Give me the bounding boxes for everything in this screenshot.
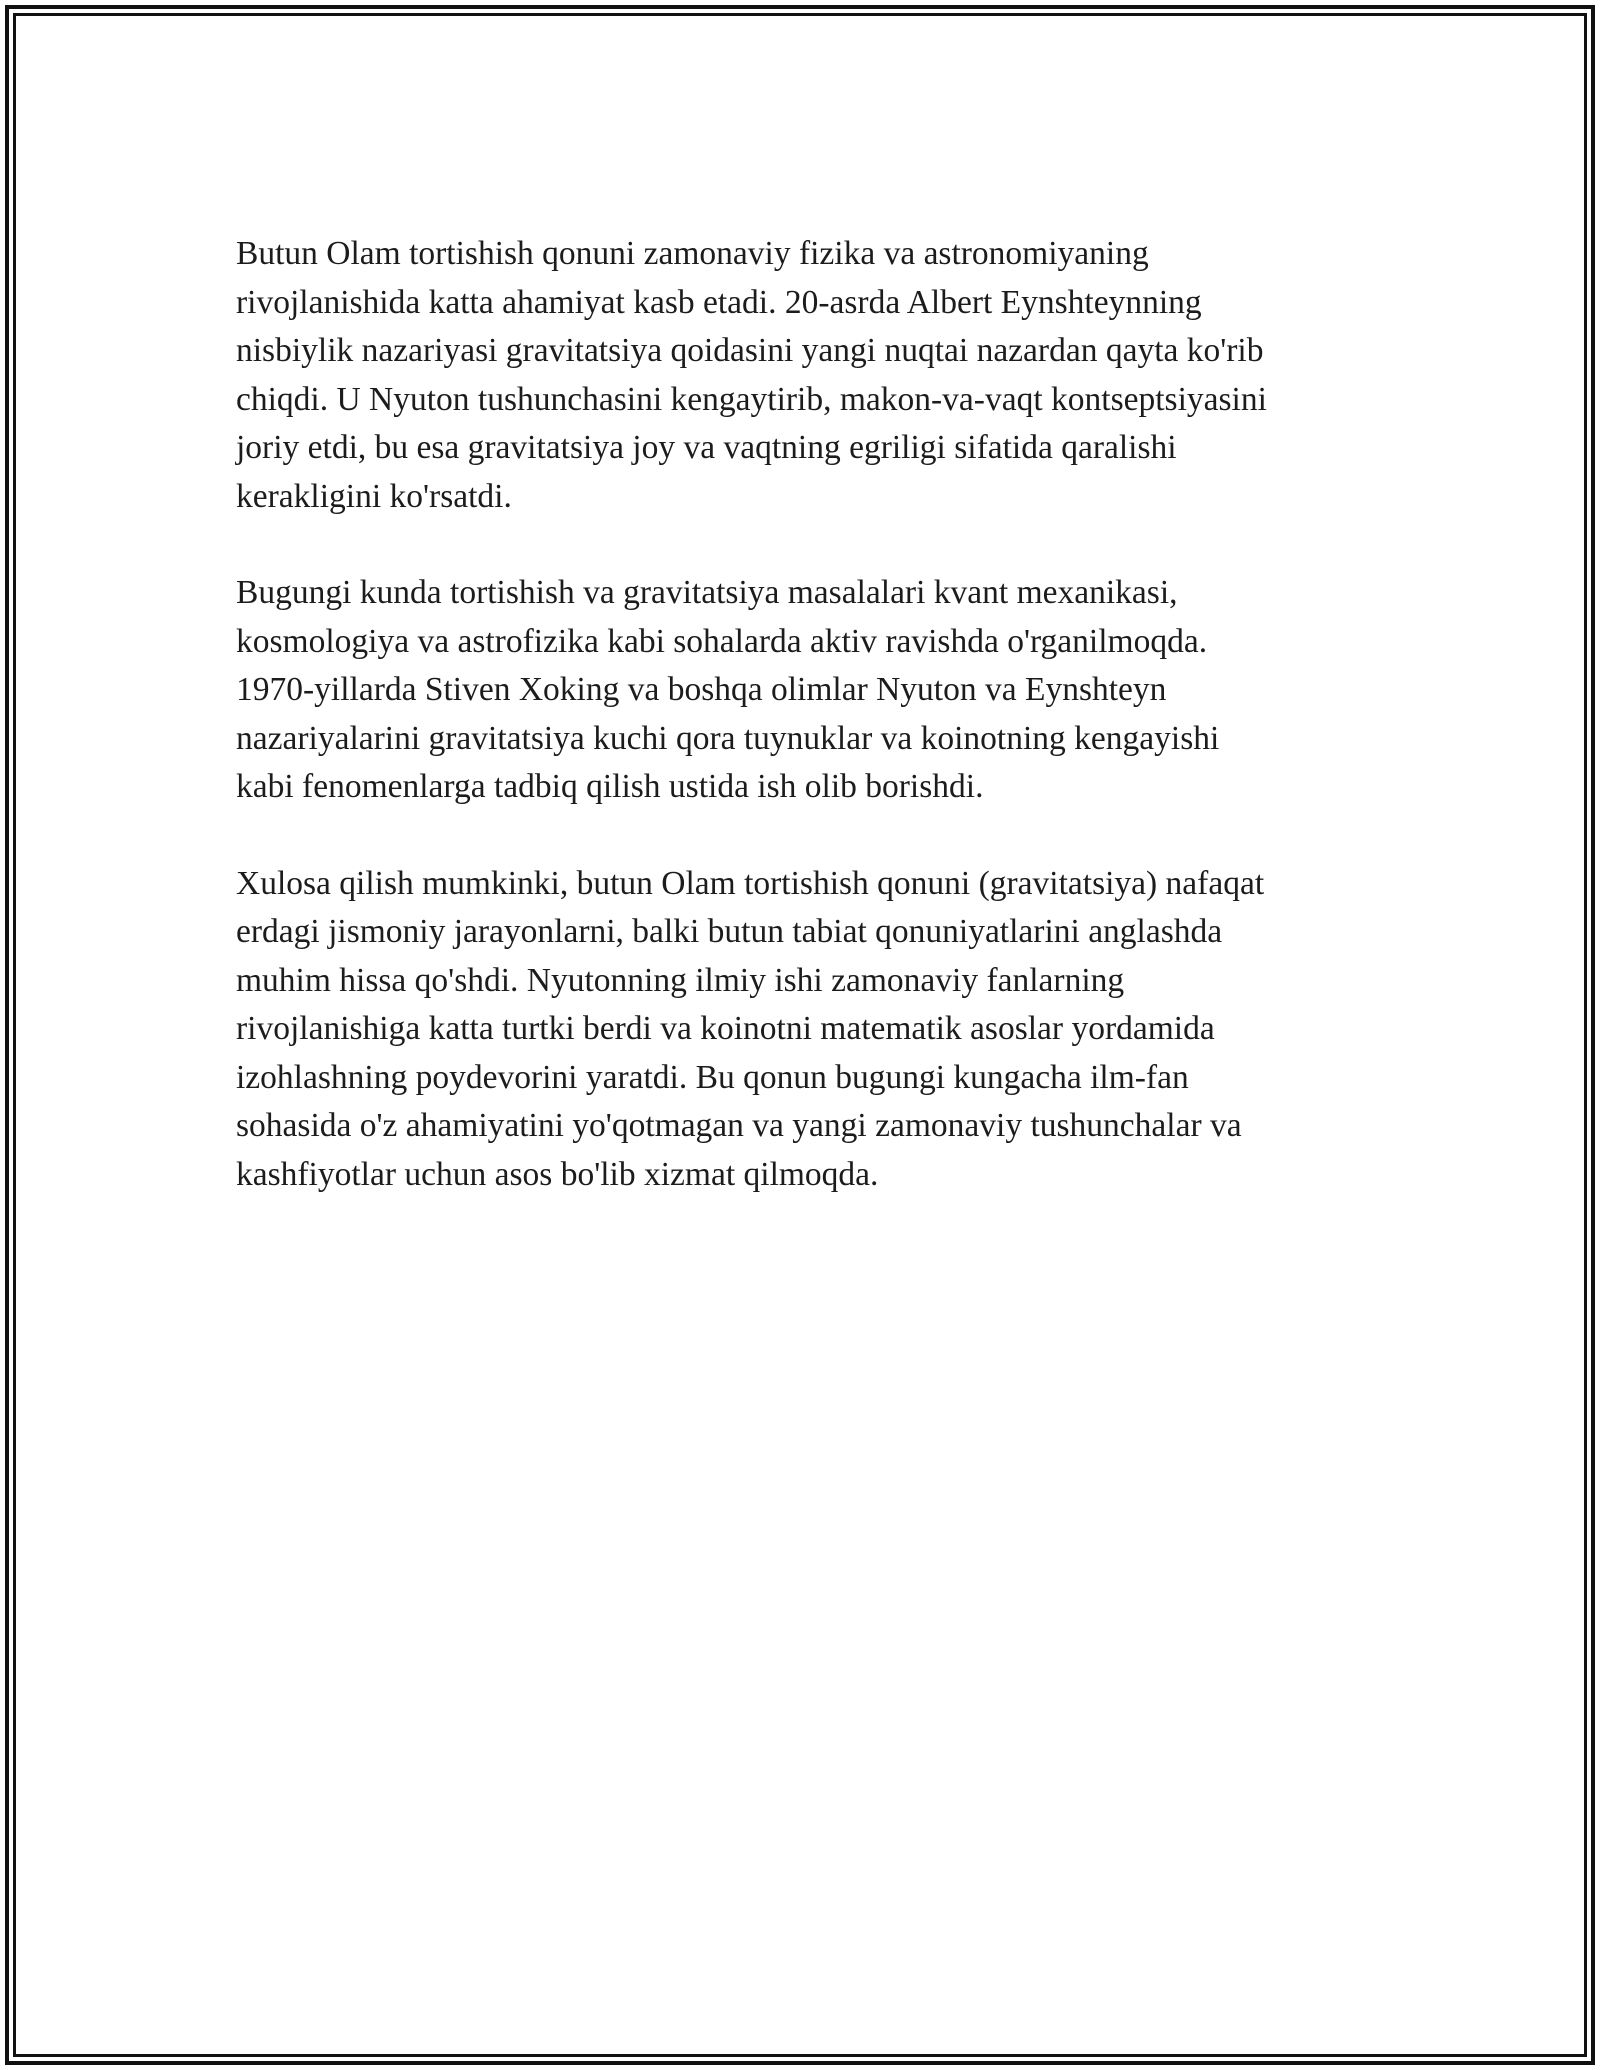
text-line: rivojlanishida katta ahamiyat kasb etadi. 20-asrda Albert Eynshteynning xyxy=(236,283,1202,321)
text-line: nazariyalarini gravitatsiya kuchi qora tuynuklar va koinotning kengayishi xyxy=(236,719,1220,757)
text-line: nisbiylik nazariyasi gravitatsiya qoidasini yangi nuqtai nazardan qayta ko'rib xyxy=(236,332,1264,369)
text-line: Bugungi kunda tortishish va gravitatsiya masalalari kvant mexanikasi, xyxy=(236,574,1178,611)
text-line: izohlashning poydevorini yaratdi. Bu qonun bugungi kungacha ilm-fan xyxy=(236,1058,1189,1096)
text-line: 1970-yillarda Stiven Xoking va boshqa olimlar Nyuton va Eynshteyn xyxy=(236,671,1167,708)
text-line: Xulosa qilish mumkinki, butun Olam tortishish qonuni (gravitatsiya) nafaqat xyxy=(236,864,1265,902)
text-line: erdagi jismoniy jarayonlarni, balki butun tabiat qonuniyatlarini anglashda xyxy=(236,913,1223,950)
text-line: Butun Olam tortishish qonuni zamonaviy fizika va astronomiyaning xyxy=(236,235,1149,272)
text-line: kerakligini ko'rsatdi. xyxy=(236,477,512,515)
paragraph-1 xyxy=(236,230,1376,521)
text-line: sohasida o'z ahamiyatini yo'qotmagan va yangi zamonaviy tushunchalar va xyxy=(236,1107,1242,1144)
text-line: muhim hissa qo'shdi. Nyutonning ilmiy ishi zamonaviy fanlarning xyxy=(236,961,1125,999)
paragraph-3 xyxy=(236,860,1376,1200)
text-line: rivojlanishiga katta turtki berdi va koinotni matematik asoslar yordamida xyxy=(236,1010,1215,1047)
text-line: kosmologiya va astrofizika kabi sohalarda aktiv ravishda o'rganilmoqda. xyxy=(236,622,1208,660)
document-body xyxy=(236,230,1376,1247)
text-line: chiqdi. U Nyuton tushunchasini kengaytirib, makon-va-vaqt kontseptsiyasini xyxy=(236,380,1267,418)
text-line: kabi fenomenlarga tadbiq qilish ustida ish olib borishdi. xyxy=(236,768,984,805)
text-line: kashfiyotlar uchun asos bo'lib xizmat qilmoqda. xyxy=(236,1155,879,1193)
text-line: joriy etdi, bu esa gravitatsiya joy va vaqtning egriligi sifatida qaralishi xyxy=(236,429,1177,466)
paragraph-2 xyxy=(236,569,1376,812)
